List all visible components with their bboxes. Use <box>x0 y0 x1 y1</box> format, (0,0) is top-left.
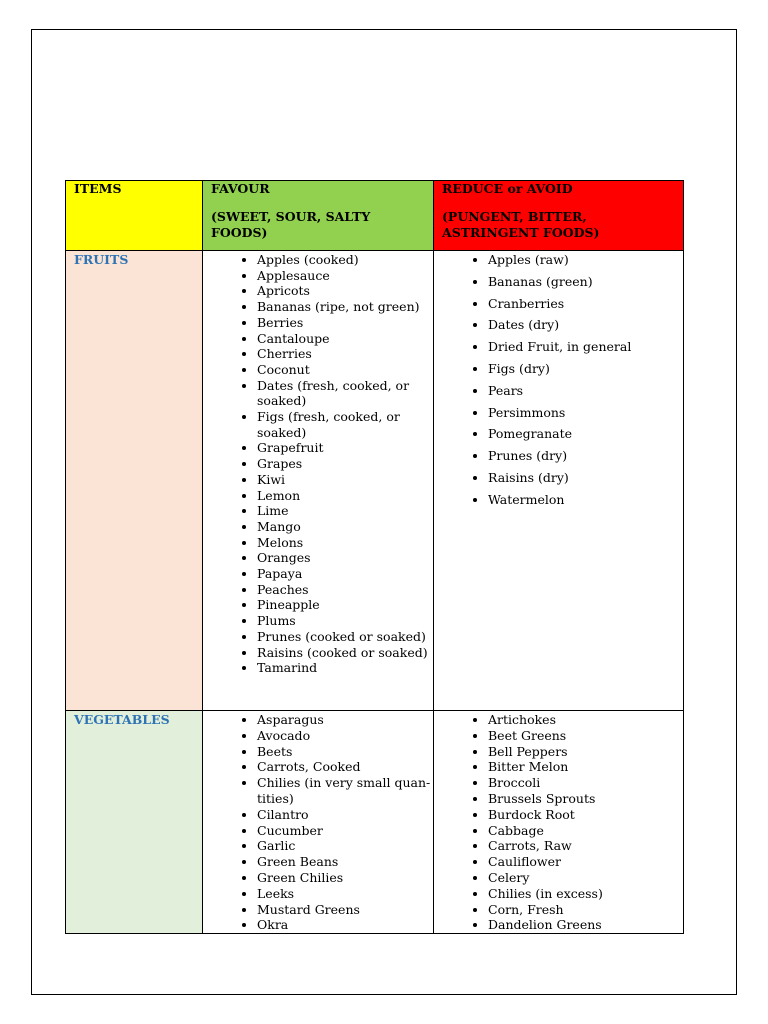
list-item: • Leeks <box>257 886 433 902</box>
list-item: • Green Beans <box>257 854 433 870</box>
list-item: • Grapefruit <box>257 440 433 456</box>
reduce-header: REDUCE or AVOID <box>442 181 573 196</box>
list-item: • Beet Greens <box>488 728 683 744</box>
list-item: • Prunes (dry) <box>488 448 683 464</box>
list-item: • Lemon <box>257 488 433 504</box>
list-item: • Prunes (cooked or soaked) <box>257 629 433 645</box>
fruits-label: FRUITS <box>74 252 129 267</box>
list-item: • Asparagus <box>257 712 433 728</box>
list-item: • Apples (raw) <box>488 252 683 268</box>
list-item: • Bananas (ripe, not green) <box>257 299 433 315</box>
list-item: • Bell Peppers <box>488 744 683 760</box>
list-item: • Oranges <box>257 550 433 566</box>
list-item: • Brussels Sprouts <box>488 791 683 807</box>
list-item: • Cranberries <box>488 296 683 312</box>
header-row <box>66 181 684 251</box>
list-item: • Papaya <box>257 566 433 582</box>
list-item: • Raisins (cooked or soaked) <box>257 645 433 661</box>
list-item: • Apples (cooked) <box>257 252 433 268</box>
list-item: • Carrots, Cooked <box>257 759 433 775</box>
list-item: • Okra <box>257 917 433 933</box>
food-table <box>65 180 684 934</box>
list-item: • Broccoli <box>488 775 683 791</box>
list-item: • Cucumber <box>257 823 433 839</box>
list-item: • Burdock Root <box>488 807 683 823</box>
list-item: • Green Chilies <box>257 870 433 886</box>
reduce-subheader: (PUNGENT, BITTER, ASTRINGENT FOODS) <box>442 209 600 240</box>
fruits-favour-list <box>203 251 433 676</box>
list-item: • Bananas (green) <box>488 274 683 290</box>
list-item: • Dates (fresh, cooked, or soaked) <box>257 378 433 409</box>
list-item: • Dandelion Greens <box>488 917 683 933</box>
list-item: • Chilies (in very small quan-tities) <box>257 775 433 807</box>
list-item: • Pears <box>488 383 683 399</box>
list-item: • Chilies (in excess) <box>488 886 683 902</box>
fruits-favour-cell <box>203 251 434 711</box>
list-item: • Coconut <box>257 362 433 378</box>
favour-header: FAVOUR <box>211 181 270 196</box>
reduce-header-cell <box>434 181 684 251</box>
list-item: • Applesauce <box>257 268 433 284</box>
list-item: • Cauliflower <box>488 854 683 870</box>
list-item: • Artichokes <box>488 712 683 728</box>
list-item: • Cherries <box>257 346 433 362</box>
fruits-avoid-list <box>434 251 683 507</box>
list-item: • Pineapple <box>257 597 433 613</box>
list-item: • Figs (dry) <box>488 361 683 377</box>
items-header: ITEMS <box>74 181 122 196</box>
list-item: • Cabbage <box>488 823 683 839</box>
list-item: • Figs (fresh, cooked, or soaked) <box>257 409 433 440</box>
list-item: • Beets <box>257 744 433 760</box>
fruits-row <box>66 251 684 711</box>
fruits-avoid-cell <box>434 251 684 711</box>
vegetables-avoid-cell <box>434 711 684 934</box>
list-item: • Mustard Greens <box>257 902 433 918</box>
list-item: • Plums <box>257 613 433 629</box>
list-item: • Persimmons <box>488 405 683 421</box>
list-item: • Tamarind <box>257 660 433 676</box>
list-item: • Kiwi <box>257 472 433 488</box>
list-item: • Melons <box>257 535 433 551</box>
list-item: • Watermelon <box>488 492 683 508</box>
list-item: • Dried Fruit, in general <box>488 339 683 355</box>
list-item: • Lime <box>257 503 433 519</box>
document-page <box>31 29 737 995</box>
vegetables-label: VEGETABLES <box>74 712 170 727</box>
list-item: • Peaches <box>257 582 433 598</box>
list-item: • Dates (dry) <box>488 317 683 333</box>
vegetables-favour-list <box>203 711 433 933</box>
vegetables-category-cell <box>66 711 203 934</box>
list-item: • Grapes <box>257 456 433 472</box>
fruits-category-cell <box>66 251 203 711</box>
list-item: • Celery <box>488 870 683 886</box>
items-header-cell <box>66 181 203 251</box>
list-item: • Carrots, Raw <box>488 838 683 854</box>
vegetables-row <box>66 711 684 934</box>
list-item: • Cantaloupe <box>257 331 433 347</box>
list-item: • Bitter Melon <box>488 759 683 775</box>
vegetables-favour-cell <box>203 711 434 934</box>
favour-header-cell <box>203 181 434 251</box>
list-item: • Garlic <box>257 838 433 854</box>
list-item: • Corn, Fresh <box>488 902 683 918</box>
list-item: • Berries <box>257 315 433 331</box>
favour-subheader: (SWEET, SOUR, SALTY FOODS) <box>211 209 371 240</box>
vegetables-avoid-list <box>434 711 683 933</box>
list-item: • Raisins (dry) <box>488 470 683 486</box>
list-item: • Avocado <box>257 728 433 744</box>
list-item: • Apricots <box>257 283 433 299</box>
list-item: • Pomegranate <box>488 426 683 442</box>
list-item: • Mango <box>257 519 433 535</box>
list-item: • Cilantro <box>257 807 433 823</box>
